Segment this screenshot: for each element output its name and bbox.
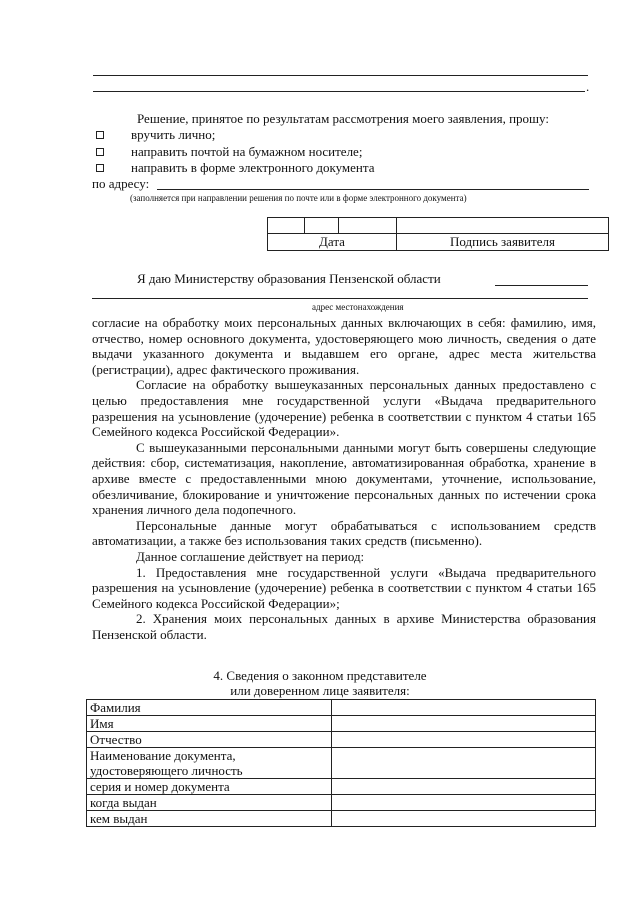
consent-paragraph-2: Согласие на обработку вышеуказанных персональных данных предоставлено с целью предоставления мне государственной услуги «Выдача предварительного разрешения на усыновление (удочерение) ребенка в соответствии с пунктом 4 статьи 165 Семейного кодекса Российской Федерации».: [92, 377, 596, 440]
consent-paragraph-3: С вышеуказанными персональными данными могут быть совершены следующие действия: сбор, систематизация, накопление, автоматизированная обработка, хранение в архиве вместе с предоставленными мною документами, уточнение, использование, обезличивание, блокирование и уничтожение персональных данных по истечении срока хранения личного дела подопечного.: [92, 439, 596, 518]
table-row: [87, 748, 596, 779]
blank-line-2: [93, 91, 585, 92]
option-label-post: направить почтой на бумажном носителе;: [131, 144, 363, 159]
address-field-line[interactable]: [157, 189, 589, 190]
date-day-cell[interactable]: [268, 218, 305, 234]
consent-period-item-2: 2. Хранения моих персональных данных в архиве Министерства образования Пензенской области.: [92, 611, 596, 642]
row-value-surname[interactable]: [332, 700, 596, 716]
location-line[interactable]: [92, 298, 588, 299]
row-value-document-name[interactable]: [332, 748, 596, 779]
line-end-period: .: [586, 79, 590, 94]
row-label-patronymic: Отчество: [87, 732, 332, 748]
consent-paragraph-5: Данное соглашение действует на период:: [136, 548, 365, 564]
blank-line-1: [93, 75, 588, 76]
option-checkbox-personal[interactable]: [96, 131, 104, 139]
section4-title-line2: или доверенном лице заявителя:: [230, 683, 410, 698]
row-value-name[interactable]: [332, 716, 596, 732]
address-label: по адресу:: [92, 176, 150, 191]
representative-table: [86, 699, 596, 827]
date-year-cell[interactable]: [339, 218, 397, 234]
signature-cell[interactable]: [397, 218, 609, 234]
location-caption: адрес местонахождения: [312, 302, 404, 312]
delivery-intro: Решение, принятое по результатам рассмотрения моего заявления, прошу:: [137, 111, 549, 126]
row-value-issue-date[interactable]: [332, 795, 596, 811]
consent-period-item-1: 1. Предоставления мне государственной услуги «Выдача предварительного разрешения на усыновление (удочерение) ребенка в соответствии с пунктом 4 статьи 165 Семейного кодекса Российской Федерации»;: [92, 564, 596, 611]
row-label-document-name: Наименование документа, удостоверяющего личность: [87, 748, 332, 779]
table-row: [87, 795, 596, 811]
option-checkbox-electronic[interactable]: [96, 164, 104, 172]
consent-body: [92, 315, 596, 642]
row-value-document-number[interactable]: [332, 779, 596, 795]
option-checkbox-post[interactable]: [96, 148, 104, 156]
section4-title-line1: 4. Сведения о законном представителе: [213, 668, 427, 683]
table-row: [87, 716, 596, 732]
row-label-name: Имя: [87, 716, 332, 732]
row-label-issuer: кем выдан: [87, 811, 332, 827]
table-row: [87, 700, 596, 716]
row-value-patronymic[interactable]: [332, 732, 596, 748]
row-label-document-number: серия и номер документа: [87, 779, 332, 795]
consent-name-line[interactable]: [495, 285, 588, 286]
address-note: (заполняется при направлении решения по почте или в форме электронного документа): [130, 193, 467, 203]
signature-table: [267, 217, 609, 251]
row-label-surname: Фамилия: [87, 700, 332, 716]
table-row: [87, 779, 596, 795]
table-row: [87, 811, 596, 827]
consent-paragraph-4: Персональные данные могут обрабатываться с использованием средств автоматизации, а также без использования таких средств (письменно).: [92, 517, 596, 549]
consent-intro: Я даю Министерству образования Пензенской области: [137, 271, 441, 286]
row-value-issuer[interactable]: [332, 811, 596, 827]
row-label-issue-date: когда выдан: [87, 795, 332, 811]
consent-paragraph-1: согласие на обработку моих персональных данных включающих в себя: фамилию, имя, отчество, номер основного документа, удостоверяющего мою личность, сведения о дате выдачи указанного документа и выдавшем его органе, адрес места жительства (регистрации), адрес фактического проживания.: [92, 315, 596, 377]
option-label-personal: вручить лично;: [131, 127, 216, 142]
table-row: [87, 732, 596, 748]
date-label: Дата: [268, 234, 397, 251]
signature-label: Подпись заявителя: [397, 234, 609, 251]
date-month-cell[interactable]: [305, 218, 339, 234]
option-label-electronic: направить в форме электронного документа: [131, 160, 375, 175]
